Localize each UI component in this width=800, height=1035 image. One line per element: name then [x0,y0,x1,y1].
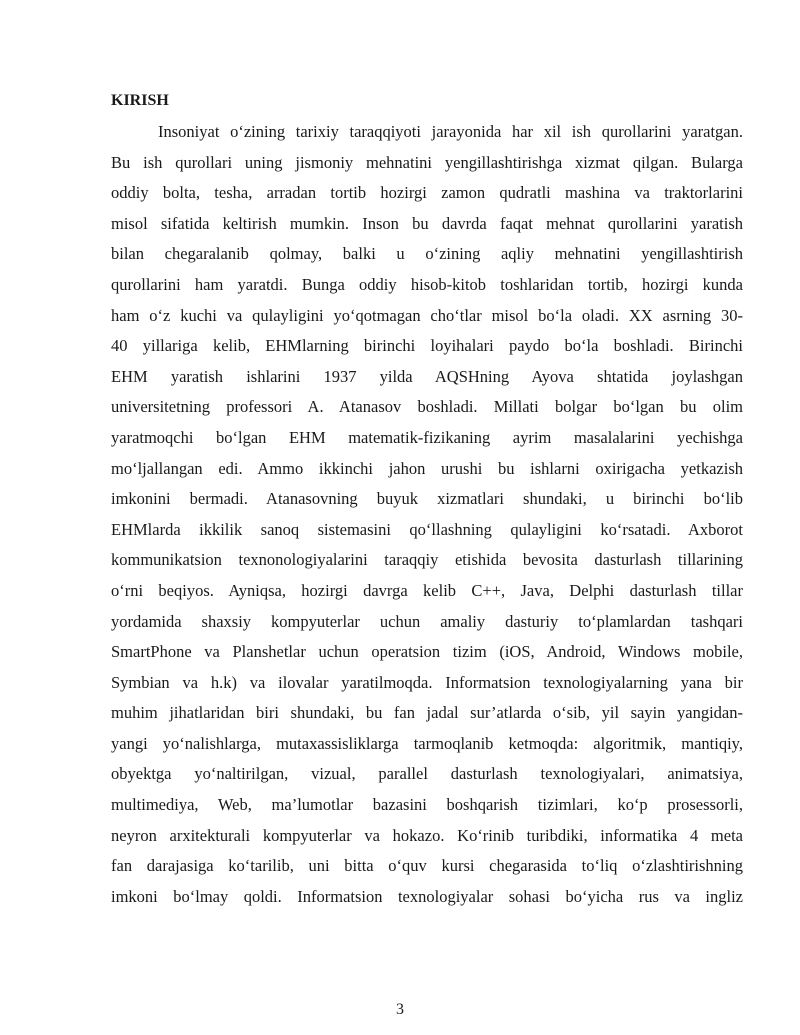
paragraph-line: o‘rni beqiyos. Ayniqsa, hozirgi davrga kelib C++, Java, Delphi dasturlash tillar [111,580,743,600]
paragraph-line: 40 yillariga kelib, EHMlarning birinchi loyihalari paydo bo‘la boshladi. Birinchi [111,336,743,356]
paragraph-line: SmartPhone va Planshetlar uchun operatsion tizim (iOS, Android, Windows mobile, [111,642,743,662]
paragraph-line: fan darajasiga ko‘tarilib, uni bitta o‘quv kursi chegarasida to‘liq o‘zlashtirishning [111,856,743,876]
paragraph-line: misol sifatida keltirish mumkin. Inson bu davrda faqat mehnat qurollarini yaratish [111,213,743,233]
body-paragraph [111,117,743,912]
page-number: 3 [396,1001,404,1018]
paragraph-line: Insoniyat o‘zining tarixiy taraqqiyoti jarayonida har xil ish qurollarini yaratgan. [158,122,743,141]
paragraph-line: EHMlarda ikkilik sanoq sistemasini qo‘llashning qulayligini ko‘rsatadi. Axborot [111,519,743,539]
paragraph-line: obyektga yo‘naltirilgan, vizual, parallel dasturlash texnologiyalari, animatsiya, [111,764,743,784]
paragraph-line: bilan chegaralanib qolmay, balki u o‘zining aqliy mehnatini yengillashtirish [111,244,743,264]
paragraph-line: yaratmoqchi bo‘lgan EHM matematik-fizikaning ayrim masalalarini yechishga [111,427,743,447]
paragraph-line: kommunikatsion texnonologiyalarini taraqqiy etishida bevosita dasturlash tillarining [111,550,743,570]
paragraph-line: imkonini bermadi. Atanasovning buyuk xizmatlari shundaki, u birinchi bo‘lib [111,489,743,509]
paragraph-line: muhim jihatlaridan biri shundaki, bu fan jadal sur’atlarda o‘sib, yil sayin yangidan- [111,703,743,723]
paragraph-line: Symbian va h.k) va ilovalar yaratilmoqda. Informatsion texnologiyalarning yana bir [111,672,743,692]
paragraph-line: multimediya, Web, ma’lumotlar bazasini boshqarish tizimlari, ko‘p prosessorli, [111,795,743,815]
paragraph-line: Bu ish qurollari uning jismoniy mehnatini yengillashtirishga xizmat qilgan. Bularga [111,152,743,172]
paragraph-line: EHM yaratish ishlarini 1937 yilda AQSHning Ayova shtatida joylashgan [111,366,743,386]
paragraph-line: yordamida shaxsiy kompyuterlar uchun amaliy dasturiy to‘plamlardan tashqari [111,611,743,631]
paragraph-line: yangi yo‘nalishlarga, mutaxassisliklarga tarmoqlanib ketmoqda: algoritmik, mantiqiy, [111,733,743,753]
paragraph-line: oddiy bolta, tesha, arradan tortib hozirgi zamon qudratli mashina va traktorlarini [111,183,743,203]
section-heading: KIRISH [111,92,169,109]
paragraph-line: imkoni bo‘lmay qoldi. Informatsion texnologiyalar sohasi bo‘yicha rus va ingliz [111,886,743,906]
paragraph-line: universitetning professori A. Atanasov boshladi. Millati bolgar bo‘lgan bu olim [111,397,743,417]
paragraph-line: neyron arxitekturali kompyuterlar va hokazo. Ko‘rinib turibdiki, informatika 4 meta [111,825,743,845]
paragraph-line: mo‘ljallangan edi. Ammo ikkinchi jahon urushi bu ishlarni oxirigacha yetkazish [111,458,743,478]
paragraph-line: ham o‘z kuchi va qulayligini yo‘qotmagan cho‘tlar misol bo‘la oladi. XX asrning 30- [111,305,743,325]
paragraph-line: qurollarini ham yaratdi. Bunga oddiy hisob-kitob toshlaridan tortib, hozirgi kunda [111,274,743,294]
